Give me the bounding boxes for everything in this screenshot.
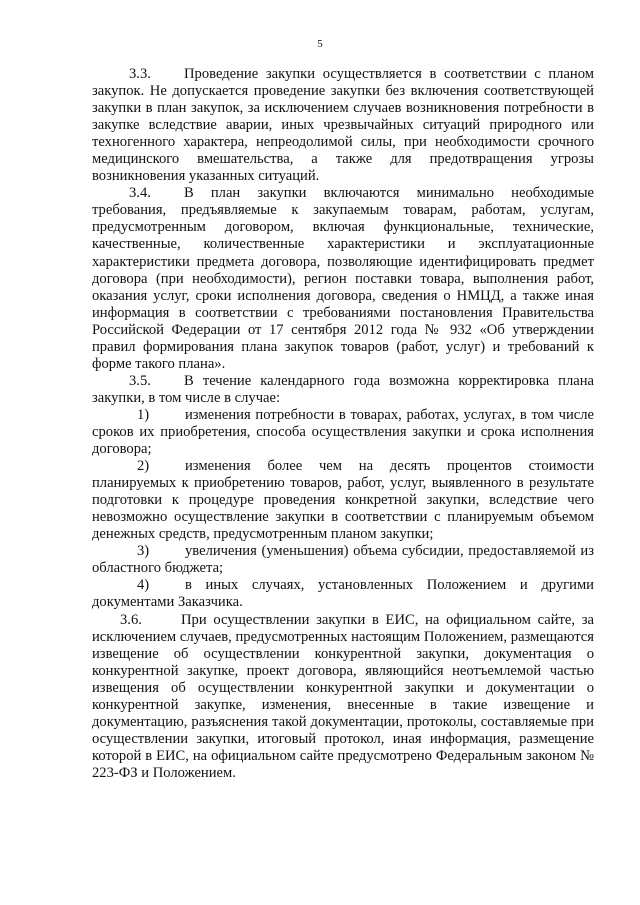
paragraph-text: В план закупки включаются минимально необходимые требования, предъявляемые к закупаемым товарам, работам, услугам, предусмотренным договором, включая функциональные, технические, качественные, количественные характеристики и эксплуатационные характеристики предмета договора, позволяющие идентифицировать предмет договора (при необходимости), регион поставки товара, выполнения работ, оказания услуг, сроки исполнения договора, сведения о НМЦД, а также иная информация в соответствии с требованиями постановления Правительства Российской Федерации от 17 сентября 2012 года № 932 «Об утверждении правил формирования плана закупок товаров (работ, услуг) и требований к форме такого плана».: [92, 185, 594, 372]
list-item-3: [92, 543, 594, 577]
list-item-text: изменения более чем на десять процентов стоимости планируемых к приобретению товаров, работ, услуг, выявленного в результате подготовки к процедуре проведения конкретной закупки, вследствие чего невозможно осуществление закупки в соответствии с планируемым объемом денежных средств, предусмотренным планом закупки;: [92, 458, 594, 543]
list-item-text: изменения потребности в товарах, работах, услугах, в том числе сроков их приобретения, способа осуществления закупки и срока исполнения договора;: [92, 406, 594, 458]
paragraph-3-5: [92, 373, 594, 407]
paragraph-number: 3.5.: [129, 372, 151, 389]
paragraph-3-4: [92, 185, 594, 373]
paragraph-text: В течение календарного года возможна корректировка плана закупки, в том числе в случае:: [92, 372, 594, 406]
paragraph-3-3: [92, 66, 594, 185]
list-item-text: увеличения (уменьшения) объема субсидии, предоставляемой из областного бюджета;: [92, 543, 594, 577]
paragraph-number: 3.4.: [129, 185, 151, 202]
list-item-number: 3): [137, 543, 150, 560]
paragraph-number: 3.6.: [120, 611, 142, 628]
list-item-text: в иных случаях, установленных Положением и другими документами Заказчика.: [92, 577, 594, 611]
list-item-4: [92, 577, 594, 611]
list-item-number: 1): [137, 406, 150, 423]
list-item-2: [92, 458, 594, 543]
list-item-1: [92, 407, 594, 458]
paragraph-3-6: [92, 612, 594, 782]
paragraph-text: При осуществлении закупки в ЕИС, на официальном сайте, за исключением случаев, предусмотренных настоящим Положением, размещаются извещение об осуществлении конкурентной закупки, документация о конкурентной закупке, проект договора, являющийся неотъемлемой частью извещения об осуществлении конкурентной закупки и документации о конкурентной закупке, изменения, внесенные в такие извещение и документацию, разъяснения такой документации, протоколы, составляемые при осуществлении закупки, итоговый протокол, иная информация, размещение которой в ЕИС, на официальном сайте предусмотрено Федеральным законом № 223-ФЗ и Положением.: [92, 611, 594, 781]
list-item-number: 4): [137, 577, 150, 594]
page-number: 5: [317, 38, 323, 50]
paragraph-number: 3.3.: [129, 66, 151, 82]
list-item-number: 2): [137, 458, 150, 475]
paragraph-text: Проведение закупки осуществляется в соответствии с планом закупок. Не допускается проведение закупки без включения соответствующей закупки в план закупок, за исключением случаев возникновения потребности в закупке вследствие аварии, иных чрезвычайных ситуаций природного или техногенного характера, непреодолимой силы, при необходимости срочного медицинского вмешательства, а также для предотвращения угрозы возникновения указанных ситуаций.: [92, 66, 594, 185]
document-body: [92, 66, 594, 782]
